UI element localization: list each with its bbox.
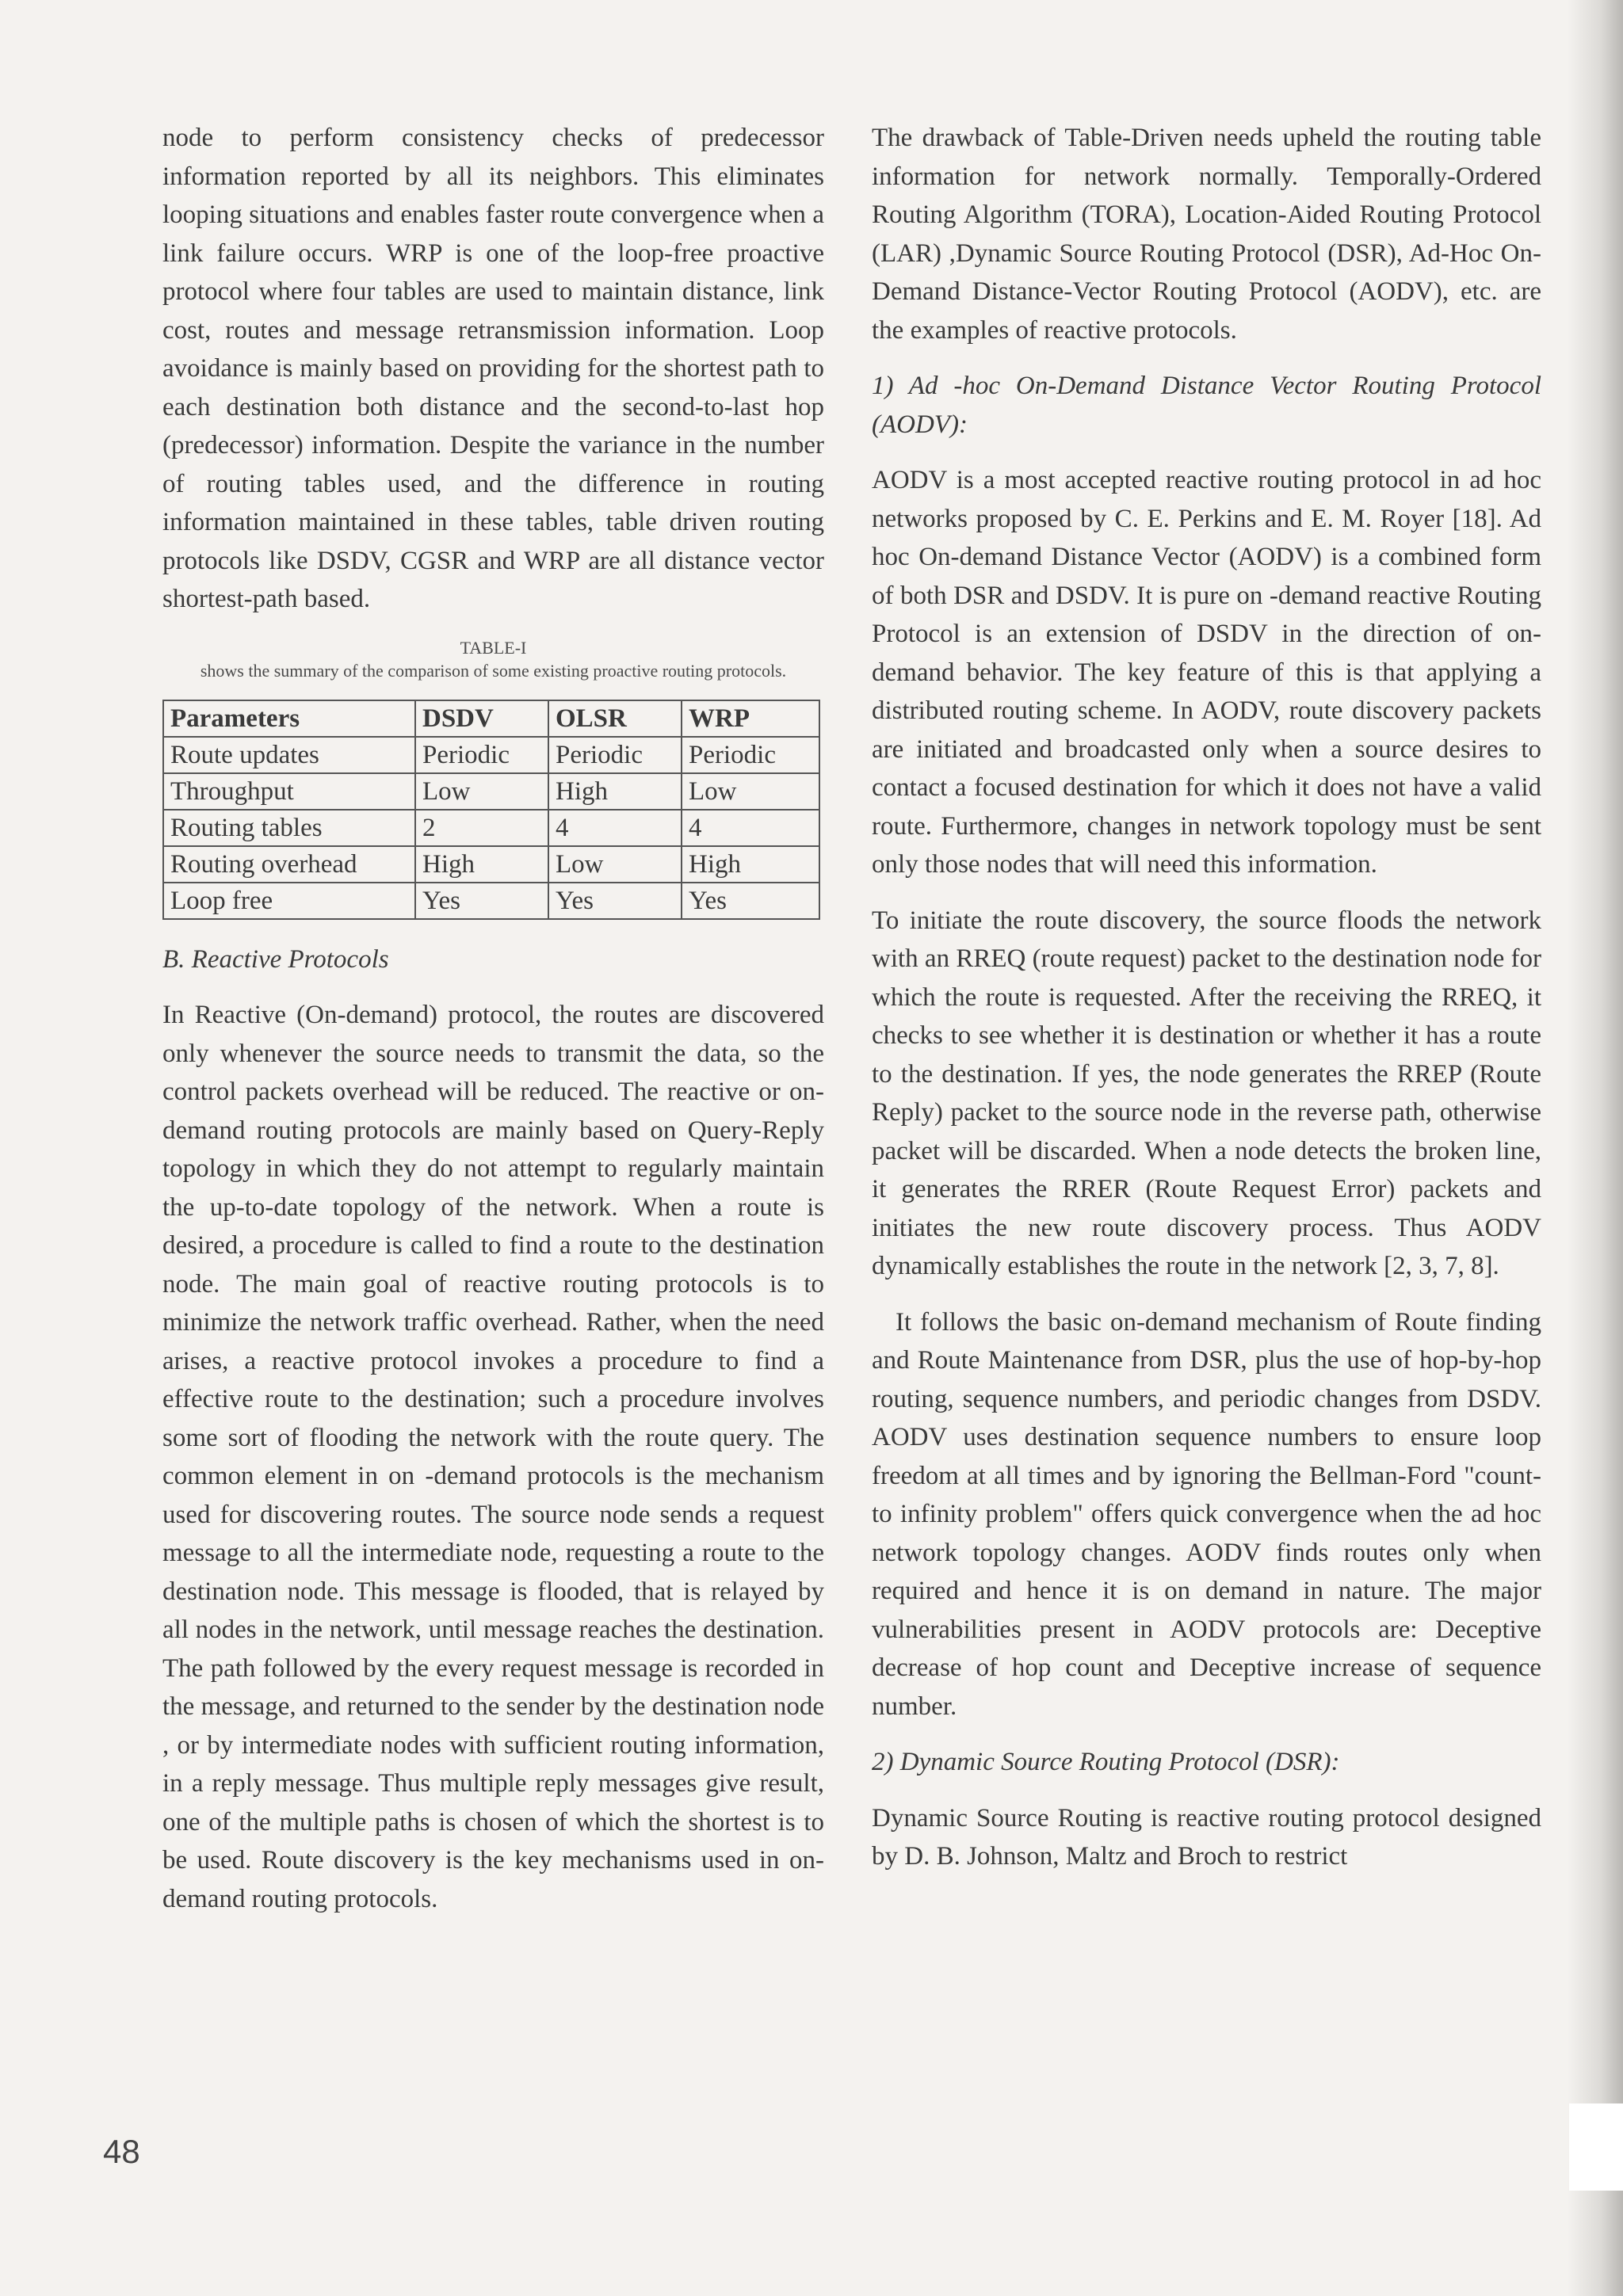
table-cell: 2 <box>415 810 548 846</box>
right-paragraph-5: Dynamic Source Routing is reactive routing protocol designed by D. B. Johnson, Maltz and Broch to restrict <box>872 1803 1541 1871</box>
page-number: 48 <box>103 2133 140 2170</box>
table-cell: Routing overhead <box>163 846 415 883</box>
scan-artifact <box>1569 2103 1623 2191</box>
table-cell: 4 <box>548 810 682 846</box>
table-cell: Low <box>682 773 819 810</box>
table-cell: Route updates <box>163 737 415 773</box>
right-paragraph-4: It follows the basic on-demand mechanism of Route finding and Route Maintenance from DSR, plus the use of hop-by-hop routing, sequence numbers, and periodic changes from DSDV. AODV uses destination sequence numbers to ensure loop freedom at all times and by ignoring the Bellman-Ford "count-to infinity problem" offers quick convergence when the ad hoc network topology changes. AODV finds routes only when required and hence it is on demand in nature. The major vulnerabilities present in AODV protocols are: Deceptive decrease of hop count and Deceptive increase of sequence number. <box>872 1307 1541 1721</box>
subsection-heading-aodv: 1) Ad -hoc On-Demand Distance Vector Routing Protocol (AODV): <box>872 372 1541 439</box>
subsection-heading-dsr: 2) Dynamic Source Routing Protocol (DSR): <box>872 1748 1340 1776</box>
table-caption <box>162 636 824 682</box>
table-cell: Routing tables <box>163 810 415 846</box>
table-caption-text: shows the summary of the comparison of some existing proactive routing protocols. <box>200 660 787 681</box>
table-cell: Yes <box>682 883 819 919</box>
table-cell: 4 <box>682 810 819 846</box>
table-row <box>163 883 819 919</box>
comparison-table <box>162 700 820 920</box>
page-edge-shadow <box>1568 0 1623 2296</box>
table-cell: High <box>415 846 548 883</box>
left-paragraph-2: In Reactive (On-demand) protocol, the routes are discovered only whenever the source needs to transmit the data, so the control packets overhead will be reduced. The reactive or on-demand routing protocols are mainly based on Query-Reply topology in which they do not attempt to regularly maintain the up-to-date topology of the network. When a route is desired, a procedure is called to find a route to the destination node. The main goal of reactive routing protocols is to minimize the network traffic overhead. Rather, when the need arises, a reactive protocol invokes a procedure to find a effective route to the destination; such a procedure involves some sort of flooding the network with the route query. The common element in on -demand protocols is the mechanism used for discovering routes. The source node sends a request message to all the intermediate node, requesting a route to the destination node. This message is flooded, that is relayed by all nodes in the network, until message reaches the destination. The path followed by the every request message is recorded in the message, and returned to the sender by the destination node , or by intermediate nodes with sufficient routing information, in a reply message. Thus multiple reply messages give result, one of the multiple paths is chosen of which the shortest is to be used. Route discovery is the key mechanisms used in on-demand routing protocols. <box>162 1001 824 1913</box>
table-cell: Periodic <box>415 737 548 773</box>
left-column <box>162 119 824 1936</box>
left-paragraph-1: node to perform consistency checks of predecessor information reported by all its neighbors. This eliminates looping situations and enables faster route convergence when a link failure occurs. WRP is one of the loop-free proactive protocol where four tables are used to maintain distance, link cost, routes and message retransmission information. Loop avoidance is mainly based on providing for the shortest path to each destination both distance and the second-to-last hop (predecessor) information. Despite the variance in the number of routing tables used, and the difference in routing information maintained in these tables, table driven routing protocols like DSDV, CGSR and WRP are all distance vector shortest-path based. <box>162 124 824 613</box>
table-row <box>163 737 819 773</box>
table-header-row <box>163 700 819 737</box>
table-header-cell: DSDV <box>415 700 548 737</box>
right-paragraph-3: To initiate the route discovery, the source floods the network with an RREQ (route request) packet to the destination node for which the route is requested. After the receiving the RREQ, it checks to see whether it is destination or whether it has a route to the destination. If yes, the node generates the RREP (Route Reply) packet to the source node in the reverse path, otherwise packet will be discarded. When a node detects the broken line, it generates the RRER (Route Request Error) packets and initiates the new route discovery process. Thus AODV dynamically establishes the route in the network [2, 3, 7, 8]. <box>872 906 1541 1280</box>
table-cell: Throughput <box>163 773 415 810</box>
table-label: TABLE-I <box>460 637 527 658</box>
table-cell: Periodic <box>548 737 682 773</box>
table-cell: High <box>548 773 682 810</box>
table-cell: Low <box>548 846 682 883</box>
section-heading-reactive: B. Reactive Protocols <box>162 944 389 974</box>
table-header-cell: OLSR <box>548 700 682 737</box>
table-header-cell: WRP <box>682 700 819 737</box>
table-row <box>163 810 819 846</box>
table-row <box>163 846 819 883</box>
table-cell: Periodic <box>682 737 819 773</box>
table-cell: Yes <box>415 883 548 919</box>
table-cell: Low <box>415 773 548 810</box>
table-cell: Yes <box>548 883 682 919</box>
table-cell: High <box>682 846 819 883</box>
table-row <box>163 773 819 810</box>
table-header-cell: Parameters <box>163 700 415 737</box>
table-cell: Loop free <box>163 883 415 919</box>
right-paragraph-1: The drawback of Table-Driven needs upheld the routing table information for network normally. Temporally-Ordered Routing Algorithm (TORA), Location-Aided Routing Protocol (LAR) ,Dynamic Source Routing Protocol (DSR), Ad-Hoc On-Demand Distance-Vector Routing Protocol (AODV), etc. are the examples of reactive protocols. <box>872 124 1541 345</box>
right-column <box>872 119 1541 1894</box>
right-paragraph-2: AODV is a most accepted reactive routing protocol in ad hoc networks proposed by C. E. Perkins and E. M. Royer [18]. Ad hoc On-demand Distance Vector (AODV) is a combined form of both DSR and DSDV. It is pure on -demand reactive Routing Protocol is an extension of DSDV in the direction of on-demand behavior. The key feature of this is that applying a distributed routing scheme. In AODV, route discovery packets are initiated and broadcasted only when a source desires to contact a focused destination for which it does not have a valid route. Furthermore, changes in network topology must be sent only those nodes that will need this information. <box>872 466 1541 879</box>
